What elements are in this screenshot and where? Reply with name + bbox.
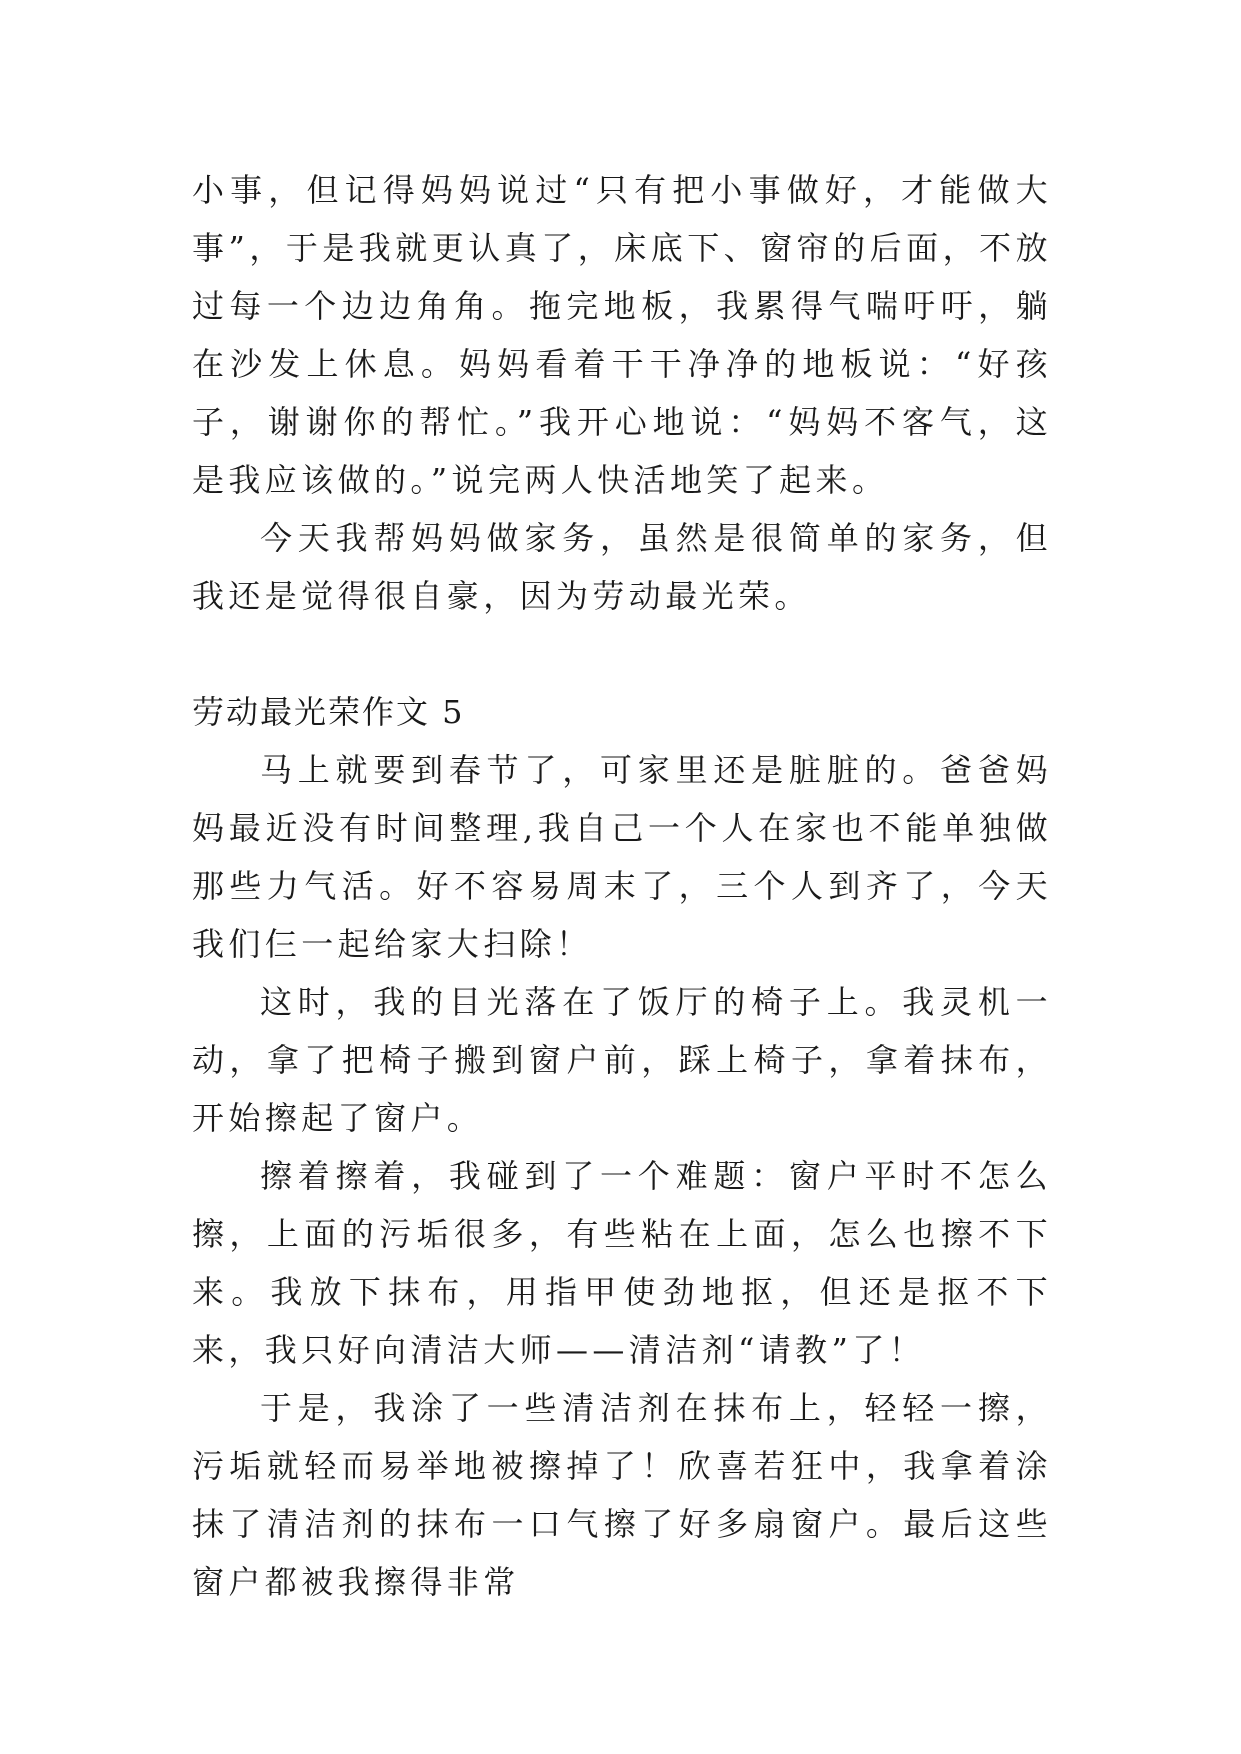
- paragraph-chair: 这时，我的目光落在了饭厅的椅子上。我灵机一动，拿了把椅子搬到窗户前，踩上椅子，拿着抹布，开始擦起了窗户。: [192, 983, 1052, 1137]
- paragraph-spring-festival: 马上就要到春节了，可家里还是脏脏的。爸爸妈妈最近没有时间整理,我自己一个人在家也不能单独做那些力气活。好不容易周末了，三个人到齐了，今天我们仨一起给家大扫除！: [192, 751, 1052, 963]
- paragraph-cleaner: 于是，我涂了一些清洁剂在抹布上，轻轻一擦，污垢就轻而易举地被擦掉了！欣喜若狂中，我拿着涂抹了清洁剂的抹布一口气擦了好多扇窗户。最后这些窗户都被我擦得非常: [192, 1389, 1052, 1601]
- paragraph-continued: 小事，但记得妈妈说过“只有把小事做好，才能做大事”，于是我就更认真了，床底下、窗帘的后面，不放过每一个边边角角。拖完地板，我累得气喘吁吁，躺在沙发上休息。妈妈看着干干净净的地板说：“好孩子，谢谢你的帮忙。”我开心地说：“妈妈不客气，这是我应该做的。”说完两人快活地笑了起来。: [192, 171, 1052, 499]
- paragraph-problem: 擦着擦着，我碰到了一个难题：窗户平时不怎么擦，上面的污垢很多，有些粘在上面，怎么也擦不下来。我放下抹布，用指甲使劲地抠，但还是抠不下来，我只好向清洁大师——清洁剂“请教”了！: [192, 1157, 1052, 1369]
- section-heading: 劳动最光荣作文 5: [192, 693, 465, 731]
- document-body: [192, 161, 1052, 1611]
- paragraph-conclusion: 今天我帮妈妈做家务，虽然是很简单的家务，但我还是觉得很自豪，因为劳动最光荣。: [192, 519, 1052, 615]
